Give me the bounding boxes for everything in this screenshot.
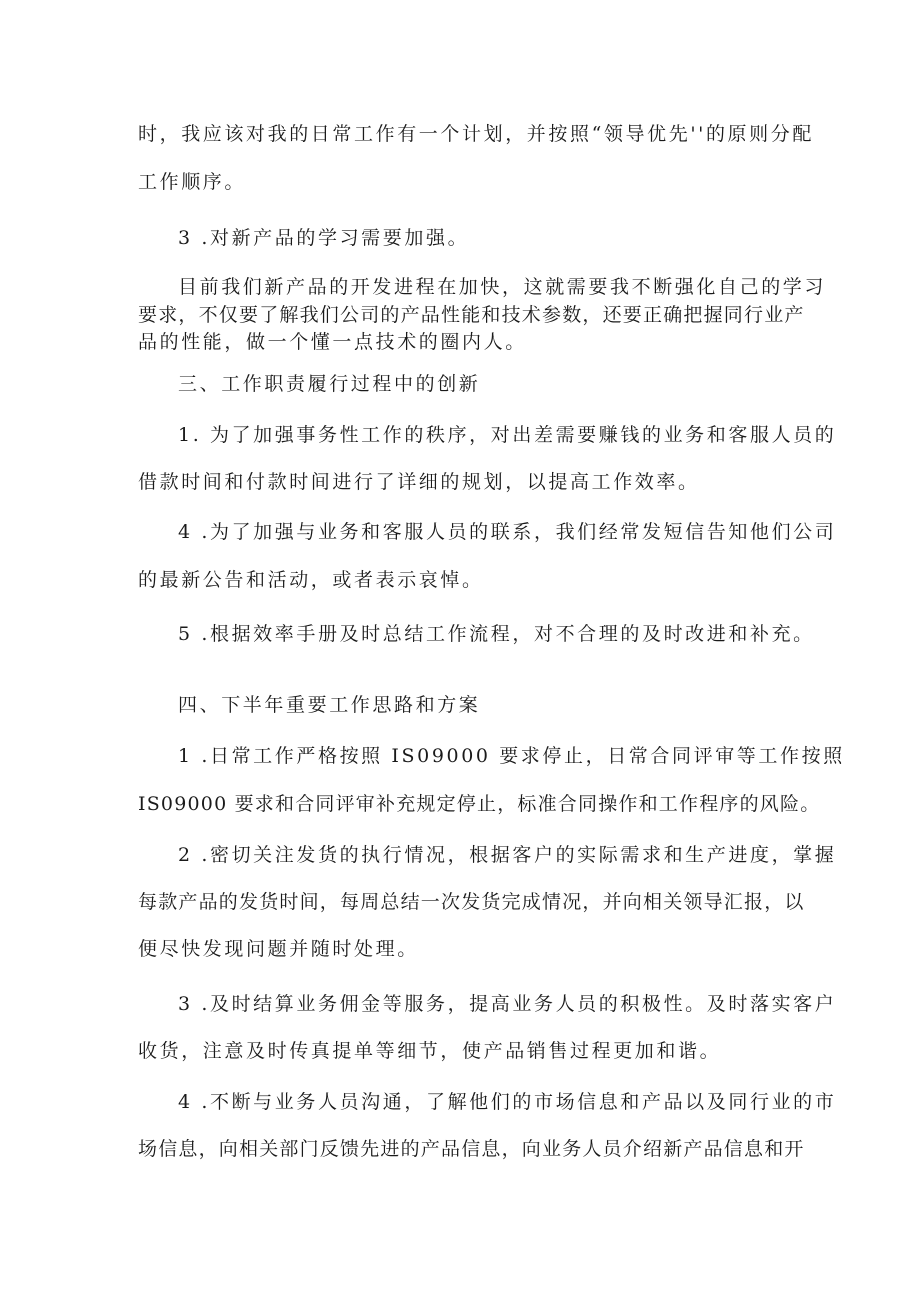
text-line: 收货，注意及时传真提单等细节，使产品销售过程更加和谐。: [138, 1040, 722, 1062]
text-line: 2 .密切关注发货的执行情况，根据客户的实际需求和生产进度，掌握: [178, 844, 837, 866]
text-line: 场信息，向相关部门反馈先进的产品信息，向业务人员介绍新产品信息和开: [138, 1138, 805, 1160]
text-line: 品的性能，做一个懂一点技术的圈内人。: [138, 331, 527, 353]
text-line: 目前我们新产品的开发进程在加快，这就需要我不断强化自己的学习: [178, 276, 827, 298]
text-line: 要求，不仅要了解我们公司的产品性能和技术参数，还要正确把握同行业产: [138, 304, 805, 326]
list-item-heading: 3 .对新产品的学习需要加强。: [178, 227, 470, 249]
text-line: 时，我应该对我的日常工作有一个计划，并按照“领导优先''的原则分配: [138, 123, 814, 145]
text-line: 4 .不断与业务人员沟通，了解他们的市场信息和产品以及同行业的市: [178, 1091, 837, 1113]
text-line: 的最新公告和活动，或者表示哀悼。: [138, 569, 484, 591]
text-line: 每款产品的发货时间，每周总结一次发货完成情况，并向相关领导汇报，以: [138, 891, 805, 913]
text-line: 3 .及时结算业务佣金等服务，提高业务人员的积极性。及时落实客户: [178, 993, 837, 1015]
text-line: 工作顺序。: [138, 171, 247, 193]
text-line: 1. 为了加强事务性工作的秩序，对出差需要赚钱的业务和客服人员的: [178, 424, 837, 446]
text-line: 1 .日常工作严格按照 IS09000 要求停止，日常合同评审等工作按照: [178, 745, 845, 767]
text-line: 借款时间和付款时间进行了详细的规划，以提高工作效率。: [138, 471, 700, 493]
section-heading: 四、下半年重要工作思路和方案: [178, 694, 481, 716]
text-line: 5 .根据效率手册及时总结工作流程，对不合理的及时改进和补充。: [178, 623, 815, 645]
section-heading: 三、工作职责履行过程中的创新: [178, 373, 481, 395]
text-line: IS09000 要求和合同评审补充规定停止，标准合同操作和工作程序的风险。: [138, 793, 821, 815]
text-line: 4 .为了加强与业务和客服人员的联系，我们经常发短信告知他们公司: [178, 521, 837, 543]
text-line: 便尽快发现问题并随时处理。: [138, 938, 419, 960]
